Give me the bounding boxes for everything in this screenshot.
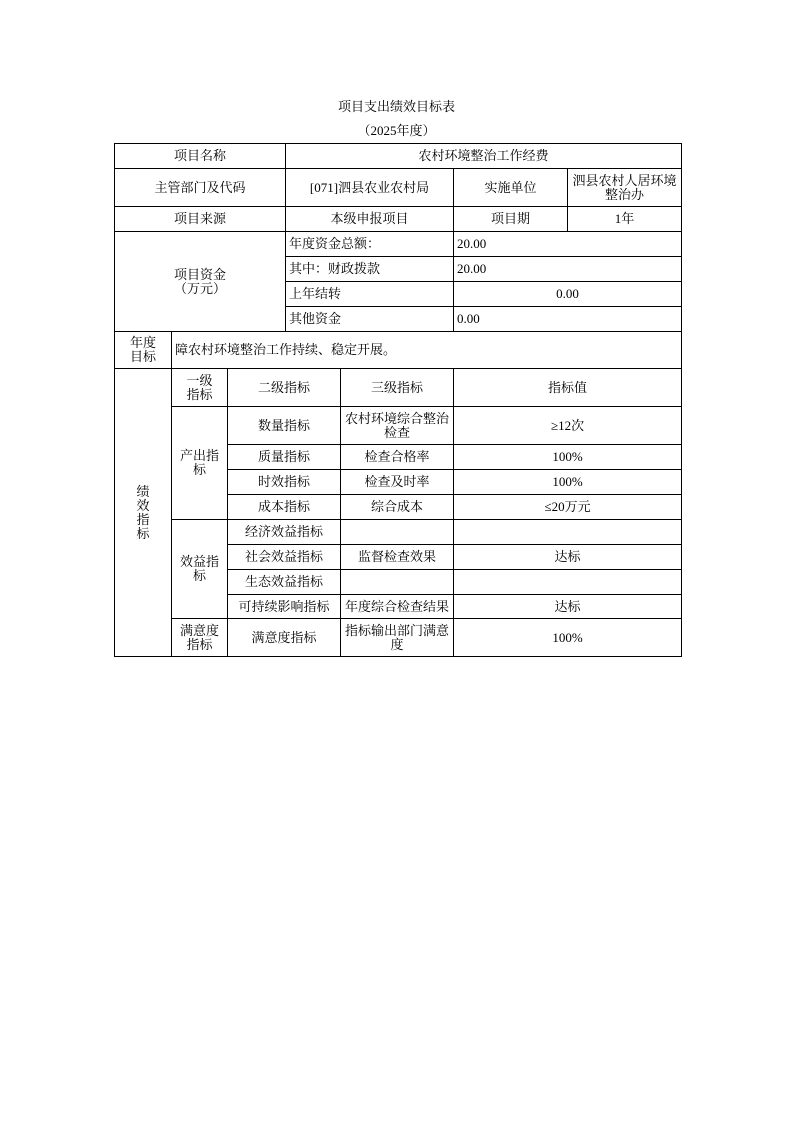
annual-goal-text: 障农村环境整治工作持续、稳定开展。	[172, 332, 682, 369]
project-name-value: 农村环境整治工作经费	[286, 144, 682, 169]
department-value: [071]泗县农业农村局	[286, 169, 454, 207]
level3-cell	[341, 570, 454, 595]
level3-text: 指标输出部门满意度	[344, 622, 449, 652]
level3-cell	[341, 520, 454, 545]
project-period-value: 1年	[568, 207, 682, 232]
document-title: 项目支出绩效目标表	[337, 99, 455, 114]
funds-total-value: 20.00	[454, 232, 682, 257]
header-level2: 二级指标	[228, 369, 341, 407]
source-row	[115, 207, 682, 232]
value-cell: 100%	[454, 445, 682, 470]
project-name-row	[115, 144, 682, 169]
implementing-unit-label: 实施单位	[454, 169, 568, 207]
level3-cell	[341, 407, 454, 445]
output-indicator-label: 产出指标	[179, 448, 219, 477]
benefit-indicator-cell	[172, 520, 228, 619]
project-name-label: 项目名称	[115, 144, 286, 169]
level2-cell: 时效指标	[228, 470, 341, 495]
header-value: 指标值	[454, 369, 682, 407]
department-row	[115, 169, 682, 207]
level3-cell	[341, 619, 454, 657]
header-level3: 三级指标	[341, 369, 454, 407]
department-label: 主管部门及代码	[115, 169, 286, 207]
level2-cell: 生态效益指标	[228, 570, 341, 595]
level3-cell: 年度综合检查结果	[341, 595, 454, 619]
project-source-label: 项目来源	[115, 207, 286, 232]
funds-other-label: 其他资金	[286, 307, 454, 332]
implementing-unit-cell	[568, 169, 682, 207]
funds-total-label: 年度资金总额：	[286, 232, 454, 257]
value-cell: 100%	[454, 619, 682, 657]
value-cell: ≤20万元	[454, 495, 682, 520]
funds-carryover-value: 0.00	[454, 282, 682, 307]
project-period-label: 项目期	[454, 207, 568, 232]
level3-text: 农村环境综合整治检查	[344, 410, 449, 440]
funds-label-cell	[115, 232, 286, 332]
level3-cell: 综合成本	[341, 495, 454, 520]
funds-fiscal-value: 20.00	[454, 257, 682, 282]
table-row	[115, 407, 682, 445]
level2-cell: 满意度指标	[228, 619, 341, 657]
table-row	[115, 520, 682, 545]
performance-label-cell	[115, 369, 172, 657]
implementing-unit-value: 泗县农村人居环境整治办	[572, 172, 677, 202]
value-cell: 达标	[454, 595, 682, 619]
funds-label: 项目资金（万元）	[173, 266, 226, 296]
funds-other-value: 0.00	[454, 307, 682, 332]
level2-cell: 社会效益指标	[228, 545, 341, 570]
value-cell: ≥12次	[454, 407, 682, 445]
annual-goal-row	[115, 332, 682, 369]
performance-target-table	[114, 143, 682, 657]
level2-cell: 经济效益指标	[228, 520, 341, 545]
value-cell	[454, 520, 682, 545]
level3-cell: 监督检查效果	[341, 545, 454, 570]
project-source-value: 本级申报项目	[286, 207, 454, 232]
level2-cell: 可持续影响指标	[228, 595, 341, 619]
header-level1-cell	[172, 369, 228, 407]
level3-cell: 检查合格率	[341, 445, 454, 470]
level2-cell: 质量指标	[228, 445, 341, 470]
table-row	[115, 619, 682, 657]
funds-row	[115, 232, 682, 257]
performance-label: 绩效指标	[136, 483, 150, 541]
value-cell	[454, 570, 682, 595]
benefit-indicator-label: 效益指标	[179, 554, 219, 583]
funds-carryover-label: 上年结转	[286, 282, 454, 307]
level2-cell: 成本指标	[228, 495, 341, 520]
header-level1: 一级指标	[186, 372, 213, 402]
document-year: （2025年度）	[357, 123, 436, 138]
indicator-header-row	[115, 369, 682, 407]
satisfaction-indicator-label: 满意度指标	[179, 622, 219, 652]
value-cell: 达标	[454, 545, 682, 570]
satisfaction-indicator-cell	[172, 619, 228, 657]
annual-goal-label-cell	[115, 332, 172, 369]
funds-fiscal-label: 其中：财政拨款	[286, 257, 454, 282]
value-cell: 100%	[454, 470, 682, 495]
level2-cell: 数量指标	[228, 407, 341, 445]
output-indicator-cell	[172, 407, 228, 520]
level3-cell: 检查及时率	[341, 470, 454, 495]
annual-goal-label: 年度目标	[129, 335, 156, 364]
